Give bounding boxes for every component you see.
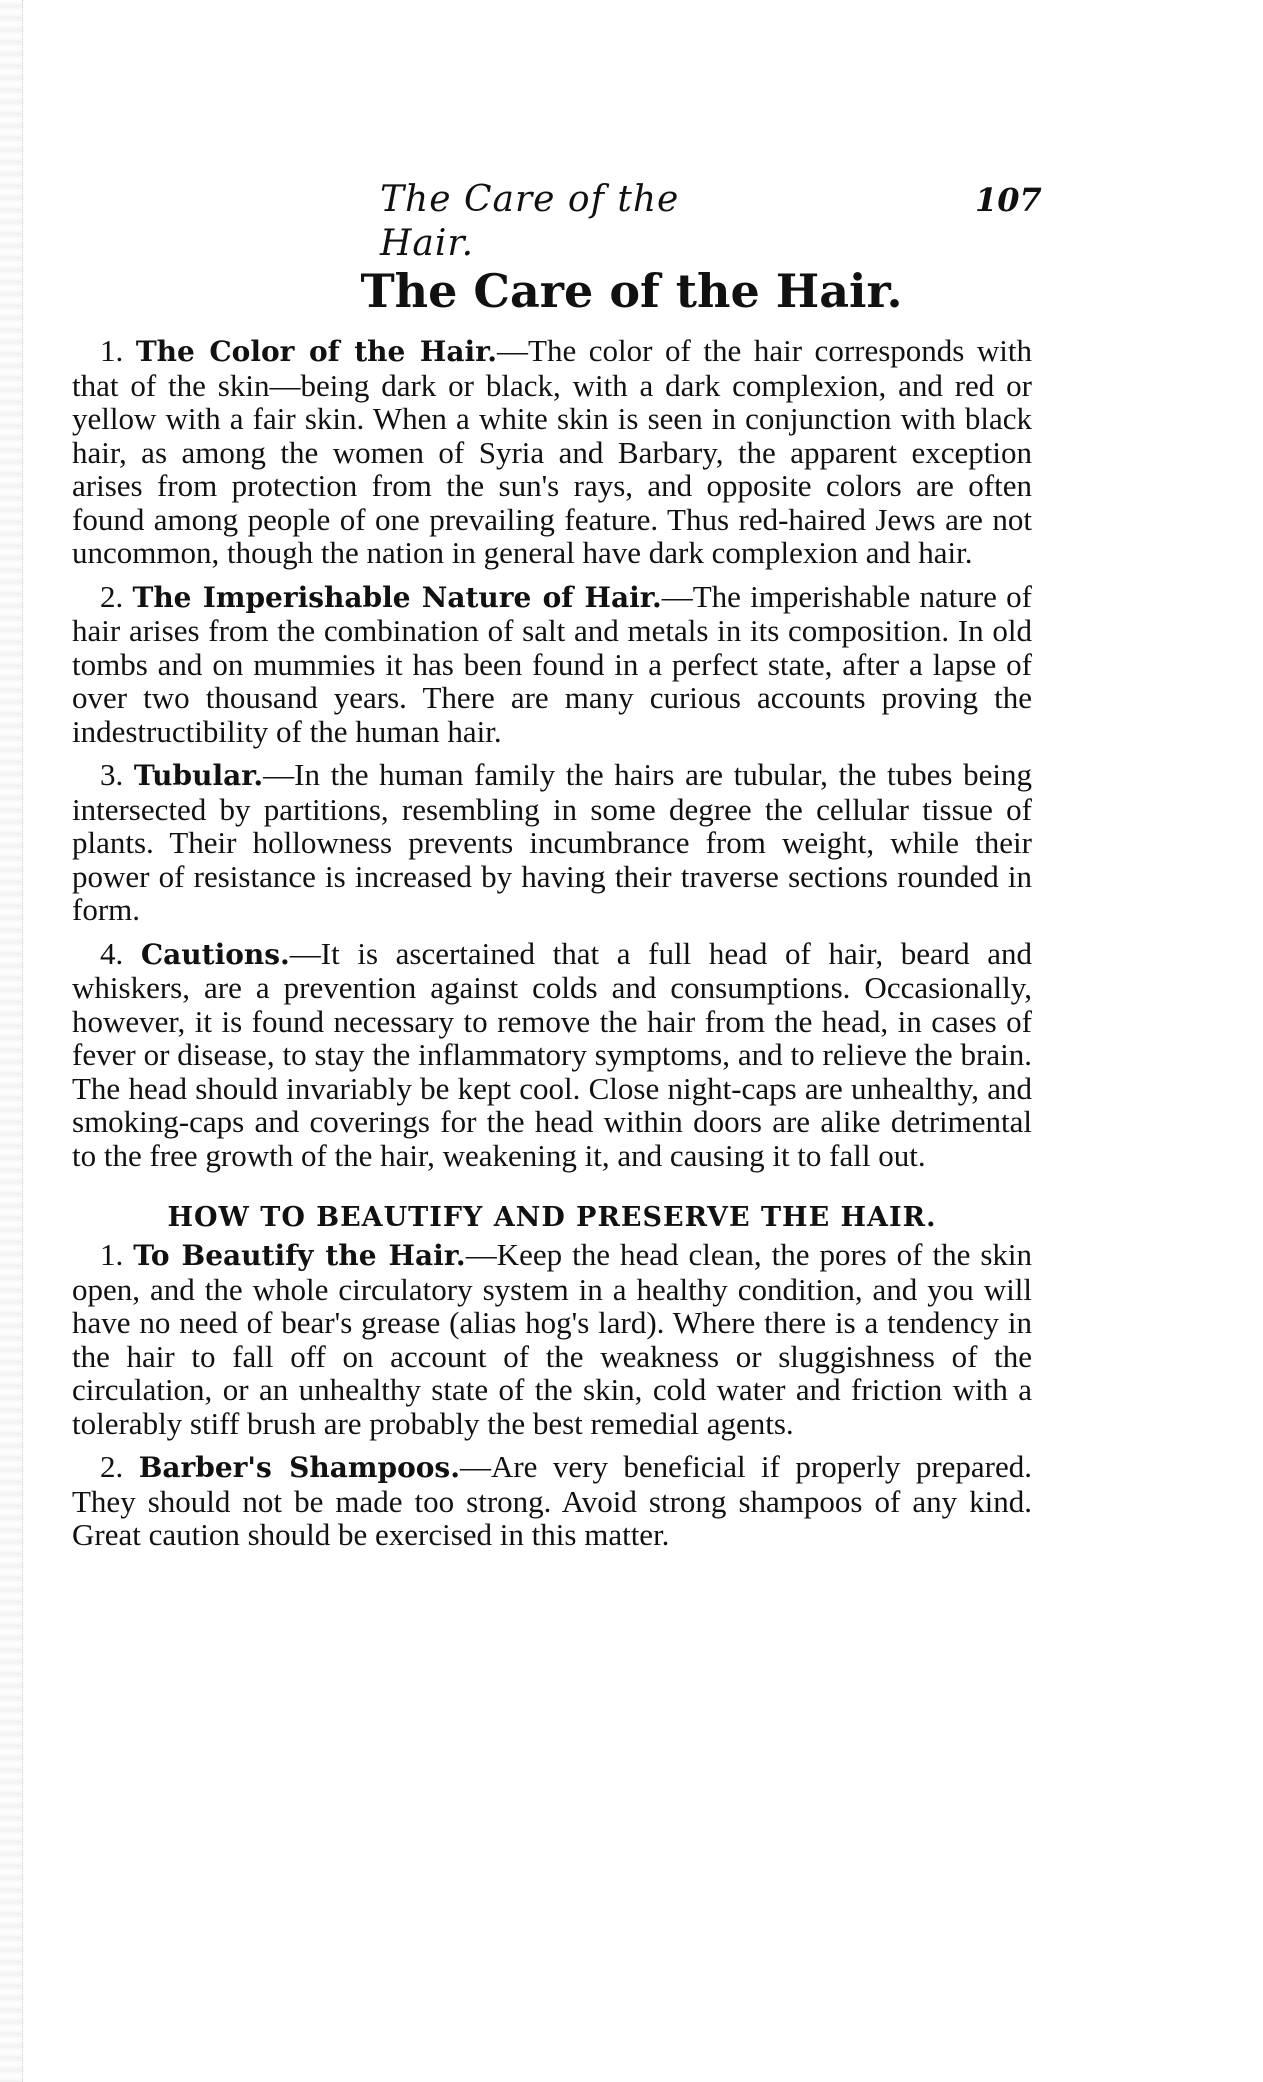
paragraph-number: 2. [100,578,124,614]
paragraph-number: 2. [100,1449,124,1484]
paragraph-number: 1. [100,333,124,368]
paragraph-beautify-hair [72,1238,1032,1440]
paragraph-number: 1. [100,1237,124,1272]
paragraph-text: —Are very beneficial if properly prepared. They should not be made too strong. Avoid strong shampoos of any kind. Great caution should be exercised in this matter. [72,1449,1032,1552]
paragraph-barbers-shampoos [72,1450,1032,1552]
paragraph-text: —It is ascertained that a full head of hair, beard and whiskers, are a prevention against colds and consumptions. Occasionally, however, it is found necessary to remove the hair from the head, in cases of fever or disease, to stay the inflammatory symptoms, and to relieve the brain. The head should invariably be kept cool. Close night-caps are unhealthy, and smoking-caps and coverings for the head within doors are alike detrimental to the free growth of the hair, weakening it, and causing it to fall out. [72,935,1032,1173]
section-heading: HOW TO BEAUTIFY AND PRESERVE THE HAIR. [167,1202,937,1233]
paragraph-heading: Cautions. [140,937,290,971]
paragraph-heading: Tubular. [133,759,264,792]
paragraph-heading: Barber's Shampoos. [138,1451,460,1484]
paragraph-heading: To Beautify the Hair. [133,1239,466,1272]
page-number: 107 [975,181,1042,219]
paragraph-heading: The Color of the Hair. [135,335,498,368]
paragraph-text: —The imperishable nature of hair arises from the combination of salt and metals in its composition. In old tombs and on mummies it has been found in a perfect state, after a lapse of over two thousand years. There are many curious accounts proving the indestructibility of the human hair. [72,578,1032,749]
paragraph-number: 3. [100,757,124,792]
paragraph-imperishable-nature [72,580,1032,749]
running-header [0,178,1263,264]
paragraph-text: —Keep the head clean, the pores of the skin open, and the whole circulatory system in a healthy condition, and you will have no need of bear's grease (alias hog's lard). Where there is a tendency in the hair to fall off on account of the weakness or sluggishness of the circulation, or an unhealthy state of the skin, cold water and friction with a tolerably stiff brush are probably the best remedial agents. [72,1237,1033,1441]
main-content [72,334,1032,1562]
paragraph-text: —The color of the hair corresponds with that of the skin—being dark or black, with a dark complexion, and red or yellow with a fair skin. When a white skin is seen in conjunction with black hair, as among the women of Syria and Barbary, the apparent exception arises from protection from the sun's rays, and opposite colors are often found among people of one prevailing feature. Thus red-haired Jews are not uncommon, though the nation in general have dark complexion and hair. [72,333,1033,570]
paragraph-cautions [72,937,1032,1173]
paragraph-number: 4. [100,935,124,971]
paragraph-color-of-hair [72,334,1032,570]
page-title: The Care of the Hair. [360,264,903,318]
paragraph-heading: The Imperishable Nature of Hair. [132,580,662,614]
running-title: The Care of the Hair. [380,179,680,264]
paragraph-tubular [72,758,1032,927]
paragraph-text: —In the human family the hairs are tubular, the tubes being intersected by partitions, resembling in some degree the cellular tissue of plants. Their hollowness prevents incumbrance from weight, while their power of resistance is increased by having their traverse sections rounded in form. [72,757,1032,927]
